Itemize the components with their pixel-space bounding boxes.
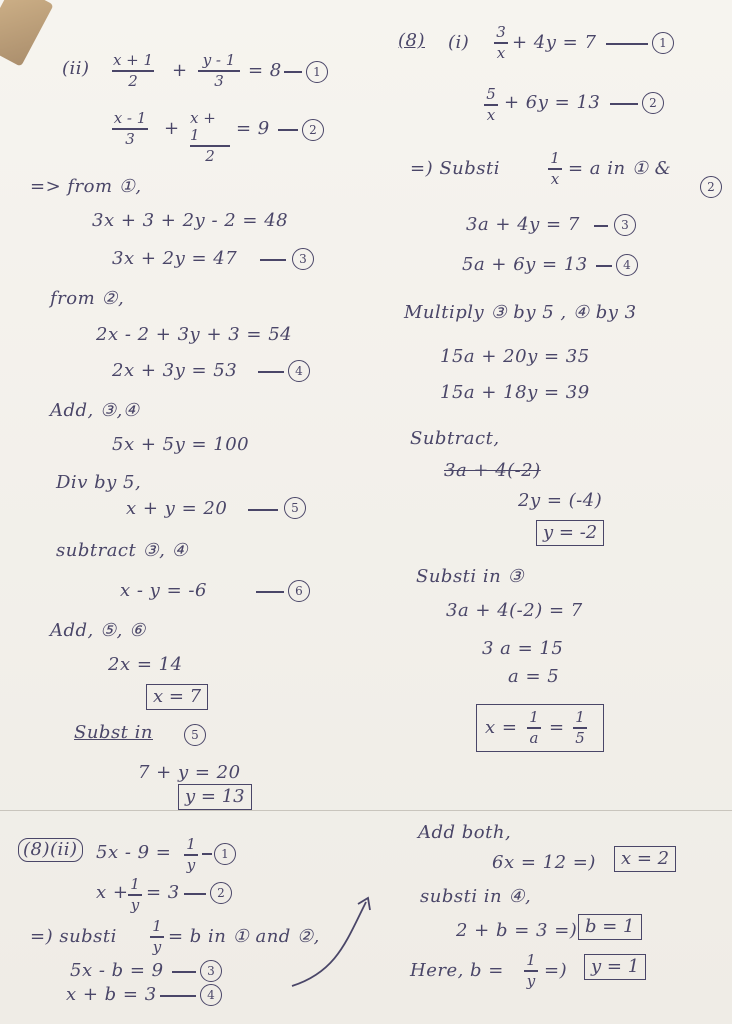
circled-number: 3 (292, 248, 314, 270)
page-divider (0, 810, 732, 811)
circled-number: 2 (642, 92, 664, 114)
answer-box-x: x = 2 (614, 846, 676, 872)
equation-line: x - y = -6 (120, 580, 207, 601)
step-label: =) Substi (410, 158, 500, 179)
circled-number: 4 (288, 360, 310, 382)
circled-number: 2 (700, 176, 722, 198)
answer-box-y: y = 13 (178, 784, 252, 810)
answer-box-x: x = 7 (146, 684, 208, 710)
equation-line: = 3 (146, 882, 180, 903)
question-label: (8)(ii) (18, 838, 83, 862)
numerator: 1 (550, 149, 560, 167)
equation-line: 15a + 20y = 35 (440, 346, 590, 367)
answer-box-x (476, 704, 604, 752)
numerator: y - 1 (202, 51, 236, 69)
equation-line: 5x - 9 = (96, 842, 172, 863)
b1-frac (184, 836, 198, 874)
denominator: 3 (214, 71, 224, 90)
eq2-rhs: = 9 (236, 118, 270, 139)
numerator: 5 (486, 85, 496, 103)
equation-line: + 6y = 13 (504, 92, 601, 113)
denominator: y (130, 895, 140, 914)
eq1-frac2 (198, 52, 240, 90)
circled-number: 3 (200, 960, 222, 982)
equation-line: + 4y = 7 (512, 32, 597, 53)
numerator: 1 (529, 708, 539, 726)
circled-number: 4 (616, 254, 638, 276)
circled-number: 6 (288, 580, 310, 602)
equation-line: 5a + 6y = 13 (462, 254, 588, 275)
b3-frac (150, 918, 164, 956)
numerator: 1 (152, 917, 162, 935)
numerator: 1 (526, 951, 536, 969)
denominator: y (152, 937, 162, 956)
denominator: x (550, 169, 560, 188)
eq1-frac1 (112, 52, 154, 90)
equation-line: 6x = 12 =) (492, 852, 596, 873)
curved-arrow (286, 892, 376, 992)
answer-box-b: b = 1 (578, 914, 642, 940)
eqA-frac (494, 24, 508, 62)
plus: + (172, 60, 188, 81)
box-frac2 (573, 709, 587, 747)
numerator: 1 (130, 875, 140, 893)
numerator: x - 1 (113, 109, 147, 127)
step-label: from ②, (50, 288, 125, 309)
step-label: => from ①, (30, 176, 142, 197)
circled-number: 1 (306, 61, 328, 83)
equation-line: 5x + 5y = 100 (112, 434, 250, 455)
denominator: y (526, 971, 536, 990)
equation-line: x + y = 20 (126, 498, 228, 519)
circled-number: 5 (184, 724, 206, 746)
circled-number: 2 (302, 119, 324, 141)
subst-frac (548, 150, 562, 188)
equation-line: 3x + 3 + 2y - 2 = 48 (92, 210, 289, 231)
equation-line: 3a + 4(-2) = 7 (446, 600, 583, 621)
step-label: Add, ③,④ (50, 400, 140, 421)
equation-line: a = 5 (508, 666, 560, 687)
step-label: Substi in ③ (416, 566, 525, 587)
answer-box-y: y = 1 (584, 954, 646, 980)
equation-line: 3a + 4y = 7 (466, 214, 580, 235)
denominator: y (186, 855, 196, 874)
circled-number: 1 (214, 843, 236, 865)
eq2-frac2 (190, 110, 230, 165)
numerator: 1 (186, 835, 196, 853)
step-label: Add, ⑤, ⑥ (50, 620, 146, 641)
subquestion-label: (i) (448, 32, 470, 53)
equation-line: 2x + 3y = 53 (112, 360, 238, 381)
struck-out-text: 3a + 4(-2) (444, 460, 541, 481)
numerator: 1 (575, 708, 585, 726)
equation-line: 5x - b = 9 (70, 960, 164, 981)
eq1-rhs: = 8 (248, 60, 282, 81)
equation-line: 2x = 14 (108, 654, 183, 675)
denominator: 2 (128, 71, 138, 90)
step-label: Subst in (74, 722, 153, 743)
circled-number: 1 (652, 32, 674, 54)
box-lhs: x = (485, 717, 518, 738)
circled-number: 2 (210, 882, 232, 904)
step-label: subtract ③, ④ (56, 540, 189, 561)
denominator: 5 (575, 728, 585, 747)
step-label: Here, b = (410, 960, 504, 981)
step-label: Subtract, (410, 428, 500, 449)
step-label: = a in ① & (568, 158, 672, 179)
box-eq: = (549, 717, 565, 738)
b2-frac (128, 876, 142, 914)
equation-line: 15a + 18y = 39 (440, 382, 590, 403)
here-frac (524, 952, 538, 990)
question-label: (ii) (62, 58, 90, 79)
question-label: (8) (398, 30, 425, 51)
equation-line: x + (96, 882, 129, 903)
equation-line: x + b = 3 (66, 984, 157, 1005)
numerator: 3 (496, 23, 506, 41)
eq2-frac1 (112, 110, 148, 148)
equation-line: 2 + b = 3 =) (456, 920, 578, 941)
box-frac1 (527, 709, 541, 747)
numerator: x + 1 (190, 109, 216, 144)
answer-box-y: y = -2 (536, 520, 604, 546)
step-label: substi in ④, (420, 886, 532, 907)
denominator: x (486, 105, 496, 124)
step-label: Div by 5, (56, 472, 142, 493)
circled-number: 4 (200, 984, 222, 1006)
denominator: 2 (205, 146, 215, 165)
denominator: 3 (125, 129, 135, 148)
equation-line: 3 a = 15 (482, 638, 564, 659)
denominator: a (529, 728, 539, 747)
equation-line: 2y = (-4) (518, 490, 603, 511)
step-label: =) substi (30, 926, 117, 947)
implies-arrow: =) (544, 960, 568, 981)
equation-line: 2x - 2 + 3y + 3 = 54 (96, 324, 293, 345)
step-label: Add both, (418, 822, 512, 843)
step-label: Multiply ③ by 5 , ④ by 3 (404, 302, 637, 323)
plus: + (164, 118, 180, 139)
denominator: x (496, 43, 506, 62)
eqB-frac (484, 86, 498, 124)
numerator: x + 1 (112, 51, 154, 69)
step-label: = b in ① and ②, (168, 926, 320, 947)
circled-number: 5 (284, 497, 306, 519)
circled-number: 3 (614, 214, 636, 236)
equation-line: 3x + 2y = 47 (112, 248, 238, 269)
equation-line: 7 + y = 20 (138, 762, 241, 783)
